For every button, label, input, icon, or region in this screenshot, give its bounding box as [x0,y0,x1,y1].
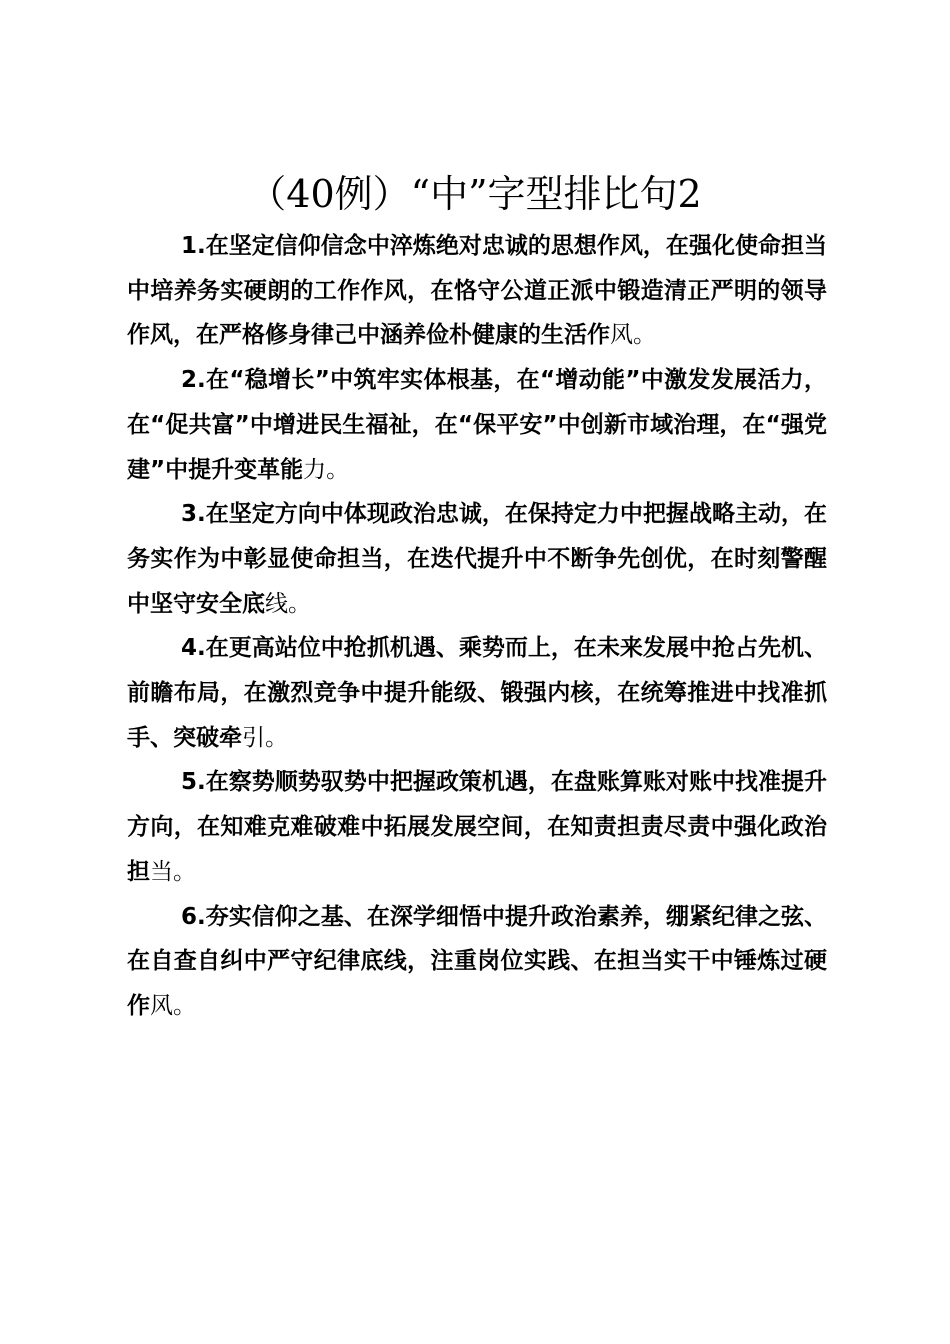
paragraph-5-text: 5.在察势顺势驭势中把握政策机遇，在盘账算账对账中找准提升方向，在知难克难破难中拓展发展空间，在知责担责尽责中强化政治担 [127,769,827,885]
paragraph-3 [127,492,827,626]
paragraph-2-tail: 力。 [303,456,350,483]
paragraph-2 [127,358,827,492]
paragraph-4 [127,626,827,760]
paragraph-6-text: 6.夯实信仰之基、在深学细悟中提升政治素养，绷紧纪律之弦、在自查自纠中严守纪律底线，注重岗位实践、在担当实干中锤炼过硬作 [127,903,827,1019]
paragraph-1-text: 1.在坚定信仰信念中淬炼绝对忠诚的思想作风，在强化使命担当中培养务实硬朗的工作作风，在恪守公道正派中锻造清正严明的领导作风，在严格修身律己中涵养俭朴健康的生活作 [127,233,827,349]
paragraph-6-tail: 风。 [150,992,196,1019]
paragraph-4-text: 4.在更高站位中抢抓机遇、乘势而上，在未来发展中抢占先机、前瞻布局，在激烈竞争中提升能级、锻强内核，在统筹推进中找准抓手、突破牵 [127,635,827,751]
paragraph-5 [127,760,827,894]
paragraph-4-tail: 引。 [242,724,288,751]
paragraph-6 [127,895,827,1029]
paragraph-3-tail: 线。 [265,590,311,617]
paragraph-1 [127,224,827,358]
document-title: （40例）“中”字型排比句2 [248,172,702,216]
document-body [127,224,827,1029]
paragraph-1-tail: 风。 [610,322,656,349]
paragraph-3-text: 3.在坚定方向中体现政治忠诚，在保持定力中把握战略主动，在务实作为中彰显使命担当，在迭代提升中不断争先创优，在时刻警醒中坚守安全底 [127,501,827,617]
paragraph-5-tail: 当。 [150,858,196,885]
paragraph-2-text: 2.在“稳增长”中筑牢实体根基，在“增动能”中激发发展活力，在“促共富”中增进民生福祉，在“保平安”中创新市域治理，在“强党建”中提升变革能 [127,367,827,483]
